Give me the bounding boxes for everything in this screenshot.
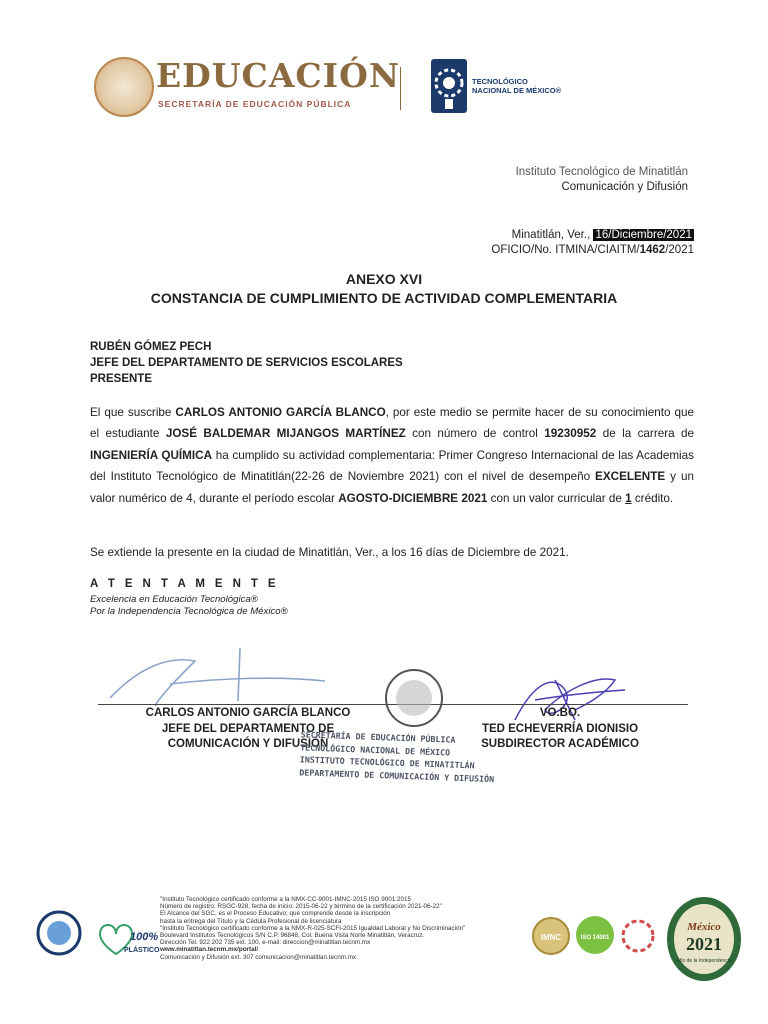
imnc-label: IMNC <box>540 933 562 942</box>
sep-seal-logo <box>94 57 154 117</box>
body-text: crédito. <box>631 491 674 505</box>
recipient-block <box>90 339 403 387</box>
stamp-line: TECNOLÓGICO NACIONAL DE MÉXICO <box>300 741 451 758</box>
plastic-100: 100% <box>130 931 159 943</box>
credit-value: 1 <box>625 491 632 505</box>
left-signer-title1: JEFE DEL DEPARTAMENTO DE <box>161 722 335 735</box>
recipient-name: RUBÉN GÓMEZ PECH <box>90 341 212 353</box>
plastic-label: PLÁSTICO <box>124 947 160 954</box>
institution-department: Comunicación y Difusión <box>561 181 688 193</box>
footer-line: Boulevard Institutos Tecnológicos S/N C.P. 96848, Col. Buena Vista Norte Minatitlán, Veracruz. <box>160 932 425 940</box>
right-signer-name: TED ECHEVERRÍA DIONISIO <box>481 722 639 735</box>
sep-subtitle: SECRETARÍA DE EDUCACIÓN PÚBLICA <box>158 99 352 109</box>
tecnm-line1: TECNOLÓGICO <box>472 77 528 86</box>
motto-2: Por la Independencia Tecnológica de México® <box>90 606 288 617</box>
student-name: JOSÉ BALDEMAR MIJANGOS MARTÍNEZ <box>165 427 406 441</box>
oficio-suffix: /2021 <box>665 244 694 256</box>
footer-line: "Instituto Tecnológico certificado conforme a la NMX-R-025-SCFI-2015 Igualdad Laboral y No Discriminación" <box>160 924 466 932</box>
vobo-label: VO.BO. <box>539 707 581 719</box>
oficio-prefix: OFICIO/No. ITMINA/CIAITM/ <box>491 244 640 256</box>
letter-date: 16/Diciembre/2021 <box>595 229 692 241</box>
stamp-line: DEPARTAMENTO DE COMUNICACIÓN Y DIFUSIÓN <box>299 766 495 784</box>
annex-title: ANEXO XVI <box>345 271 423 287</box>
body-text: y un valor numérico de 4, durante el período escolar <box>90 470 694 505</box>
performance-level: EXCELENTE <box>595 470 666 484</box>
plastic-free-logo <box>94 914 164 958</box>
equality-cert-logo <box>620 918 656 954</box>
tecnm-line2: NACIONAL DE MÉXICO® <box>472 86 562 95</box>
header-divider <box>400 67 401 110</box>
iso-14001-logo <box>574 914 616 956</box>
oficio-number <box>491 244 694 256</box>
department-stamp-text <box>299 728 511 785</box>
body-text: El que suscribe <box>90 406 176 419</box>
recipient-position: JEFE DEL DEPARTAMENTO DE SERVICIOS ESCOLARES <box>90 357 403 369</box>
left-signer-name: CARLOS ANTONIO GARCÍA BLANCO <box>145 707 351 719</box>
motto-1: Excelencia en Educación Tecnológica® <box>90 594 258 605</box>
place-prefix: Minatitlán, Ver., <box>511 229 594 241</box>
career-name: INGENIERÍA QUÍMICA <box>90 448 213 462</box>
oficio-num: 1462 <box>639 244 666 256</box>
right-signer-title: SUBDIRECTOR ACADÉMICO <box>481 738 639 750</box>
stamp-line: INSTITUTO TECNOLÓGICO DE MINATITLÁN <box>299 754 475 771</box>
footer-line: Comunicación y Difusión ext. 307 comunicacion@minatitlan.tecnm.mx <box>160 953 357 961</box>
extiende-text: Se extiende la presente en la ciudad de Minatitlán, Ver., a los 16 días de Diciembre de 2021. <box>90 546 569 559</box>
body-text: ha cumplido su actividad complementaria: Primer Congreso Internacional de las Academias del Instituto Tecnológico de Minatitlán(22-26 de Noviembre 2021) con el nivel de desempeño <box>90 448 694 484</box>
footer-line: El Alcance del SGC, es el Proceso Educativo; que comprende desde la inscripción <box>160 910 391 918</box>
educacion-title: EDUCACIÓN <box>156 56 401 95</box>
body-text: con número de control <box>405 427 545 441</box>
body-paragraph <box>90 402 694 509</box>
footer-line: hasta la entrega del Título y la Cédula Profesional de licenciatura <box>160 917 342 925</box>
atentamente: A T E N T A M E N T E <box>90 578 279 590</box>
recipient-greeting: PRESENTE <box>90 373 152 385</box>
footer-line: "Instituto Tecnológico certificado conforme a la NMX-CC-9001-IMNC-2015 ISO 9001:2015 <box>160 896 411 903</box>
body-text: de la carrera de <box>596 427 694 441</box>
iso-label: ISO 14001 <box>580 935 610 941</box>
footer-line: Número de registro: RSGC-928, fecha de inicio: 2015-06-22 y término de la certificación 2021-06-22" <box>160 903 442 911</box>
left-signer-title2: COMUNICACIÓN Y DIFUSIÓN <box>167 738 329 750</box>
body-text: con un valor curricular de <box>487 491 626 505</box>
footer-line: Dirección Tel. 922 202 735 ext. 100, e-mail: direccion@minatitlan.tecnm.mx <box>160 939 371 947</box>
imnc-cert-logo <box>531 916 571 956</box>
tecnm-logo <box>431 59 467 113</box>
stamp-line: SECRETARÍA DE EDUCACIÓN PÚBLICA <box>300 729 456 745</box>
place-date <box>512 229 694 241</box>
control-number: 19230952 <box>544 427 597 441</box>
constancia-title: CONSTANCIA DE CUMPLIMIENTO DE ACTIVIDAD COMPLEMENTARIA <box>150 290 618 306</box>
footer-certification-text <box>160 896 530 961</box>
badge-year: 2021 <box>686 934 722 954</box>
footer-website: www.minatitlan.tecnm.mx/portal/ <box>160 946 259 954</box>
badge-text: Año de la Independencia <box>676 958 732 964</box>
signer-name: CARLOS ANTONIO GARCÍA BLANCO <box>175 406 386 419</box>
mexico-2021-badge <box>664 894 744 984</box>
badge-title: México <box>687 921 721 933</box>
school-period: AGOSTO-DICIEMBRE 2021 <box>338 491 488 505</box>
globe-emblem-logo <box>36 910 82 956</box>
institution-name: Instituto Tecnológico de Minatitlán <box>515 166 688 178</box>
tecnm-text <box>472 77 561 95</box>
body-text: , por este medio se permite hacer de su conocimiento que el estudiante <box>90 406 694 441</box>
